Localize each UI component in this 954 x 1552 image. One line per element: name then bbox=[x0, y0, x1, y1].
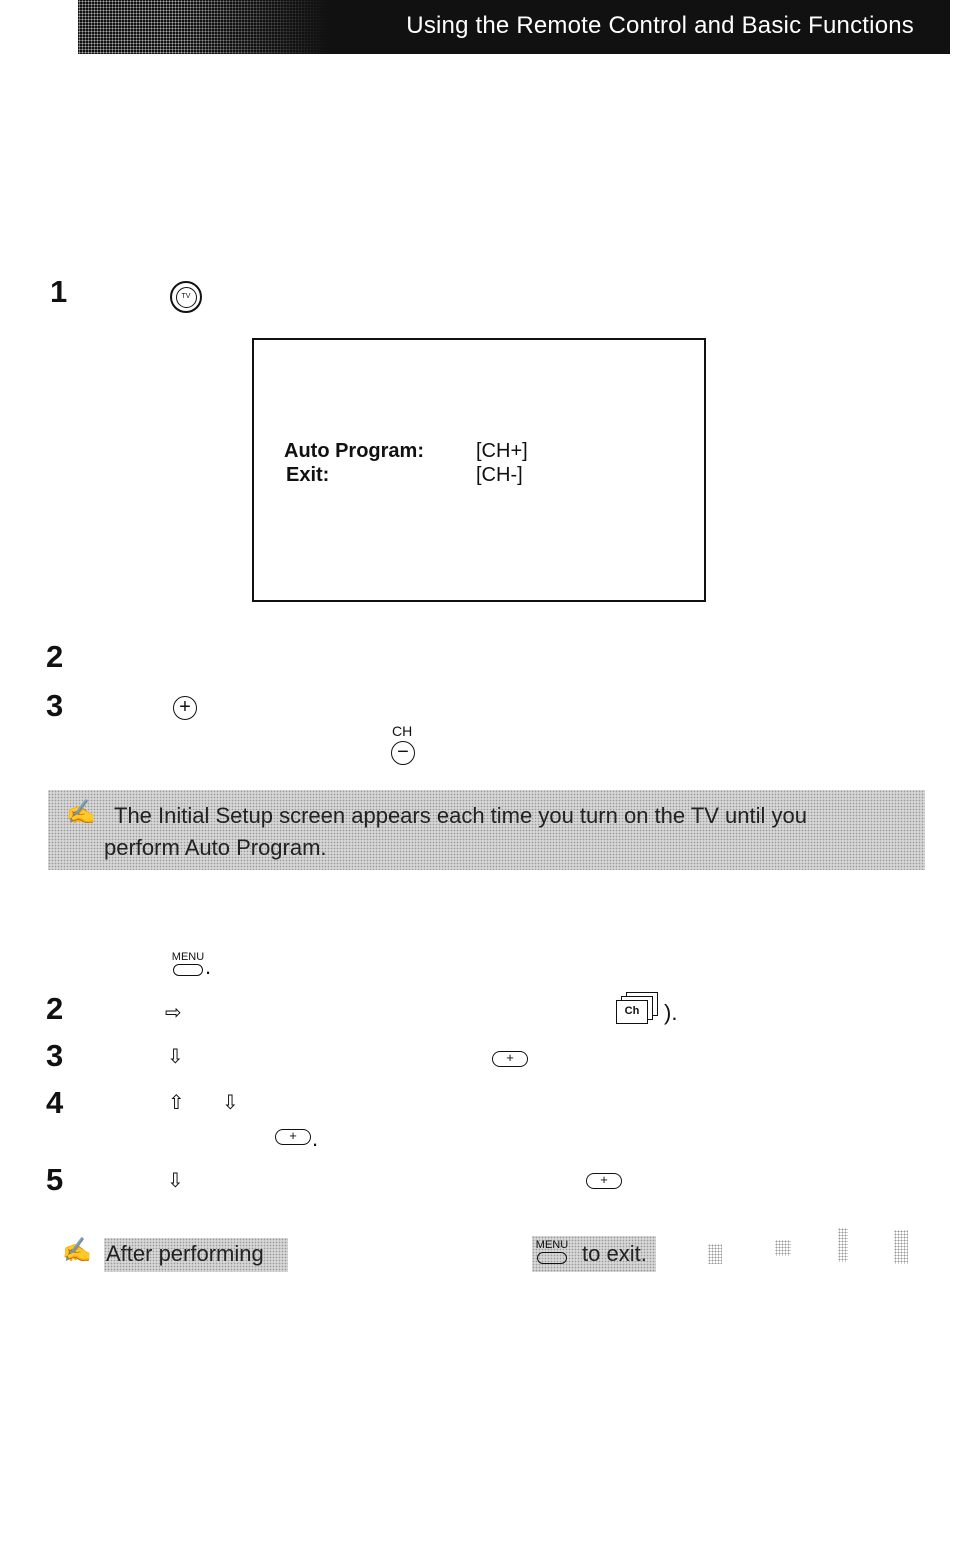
ch-minus-icon: − bbox=[391, 741, 415, 765]
note-text: to exit. bbox=[582, 1241, 647, 1266]
note-line: perform Auto Program. bbox=[104, 835, 327, 860]
ch-label: CH bbox=[392, 723, 413, 739]
halftone-speck bbox=[708, 1244, 722, 1264]
menu-oval bbox=[537, 1252, 567, 1264]
step-number: 1 bbox=[50, 274, 68, 309]
tv-button-label: TV bbox=[176, 287, 197, 308]
note-text: After performing bbox=[106, 1241, 264, 1266]
tv-button-icon bbox=[170, 281, 202, 313]
halftone-speck bbox=[775, 1240, 791, 1256]
menu-oval bbox=[173, 964, 203, 976]
screen-value-exit: [CH-] bbox=[476, 464, 523, 486]
step-number: 2 bbox=[46, 991, 64, 1026]
note-box bbox=[48, 790, 925, 870]
note-text-highlight bbox=[532, 1236, 656, 1272]
down-arrow-icon: ⇩ bbox=[167, 1168, 184, 1192]
right-arrow-icon: ⇨ bbox=[165, 1000, 182, 1024]
pencil-note-icon: ✍ bbox=[62, 1237, 92, 1264]
menu-button-icon bbox=[171, 952, 205, 976]
down-arrow-icon: ⇩ bbox=[167, 1044, 184, 1068]
channel-icon bbox=[616, 992, 660, 1026]
halftone-speck bbox=[838, 1228, 848, 1262]
step-number: 3 bbox=[46, 688, 64, 723]
step-suffix: ). bbox=[664, 1000, 678, 1025]
menu-word: MENU bbox=[535, 1239, 569, 1251]
step-number: 2 bbox=[46, 639, 64, 674]
plus-button-icon: + bbox=[275, 1129, 311, 1145]
menu-word: MENU bbox=[171, 951, 205, 963]
plus-button-icon: + bbox=[492, 1051, 528, 1067]
menu-suffix: . bbox=[205, 954, 212, 979]
step-number: 5 bbox=[46, 1162, 64, 1197]
up-arrow-icon: ⇧ bbox=[168, 1090, 185, 1114]
page-title: Using the Remote Control and Basic Functions bbox=[406, 12, 914, 39]
halftone-speck bbox=[894, 1230, 908, 1264]
screen-label-auto-program: Auto Program: bbox=[284, 440, 424, 462]
step-number: 3 bbox=[46, 1038, 64, 1073]
note-text-highlight bbox=[104, 1238, 288, 1272]
note-line: The Initial Setup screen appears each time you turn on the TV until you bbox=[114, 803, 807, 828]
pencil-note-icon: ✍ bbox=[66, 799, 96, 826]
plus-button-icon: + bbox=[586, 1173, 622, 1189]
ch-plus-icon: + bbox=[173, 696, 197, 720]
step-number: 4 bbox=[46, 1085, 64, 1120]
header-bar bbox=[78, 0, 950, 54]
header-dither bbox=[78, 0, 328, 54]
initial-setup-screen bbox=[252, 338, 706, 602]
screen-label-exit: Exit: bbox=[286, 464, 330, 486]
channel-icon-label: Ch bbox=[616, 1000, 648, 1024]
screen-value-auto-program: [CH+] bbox=[476, 440, 528, 462]
step-suffix: . bbox=[312, 1126, 319, 1151]
down-arrow-icon: ⇩ bbox=[222, 1090, 239, 1114]
menu-button-icon bbox=[535, 1240, 569, 1264]
